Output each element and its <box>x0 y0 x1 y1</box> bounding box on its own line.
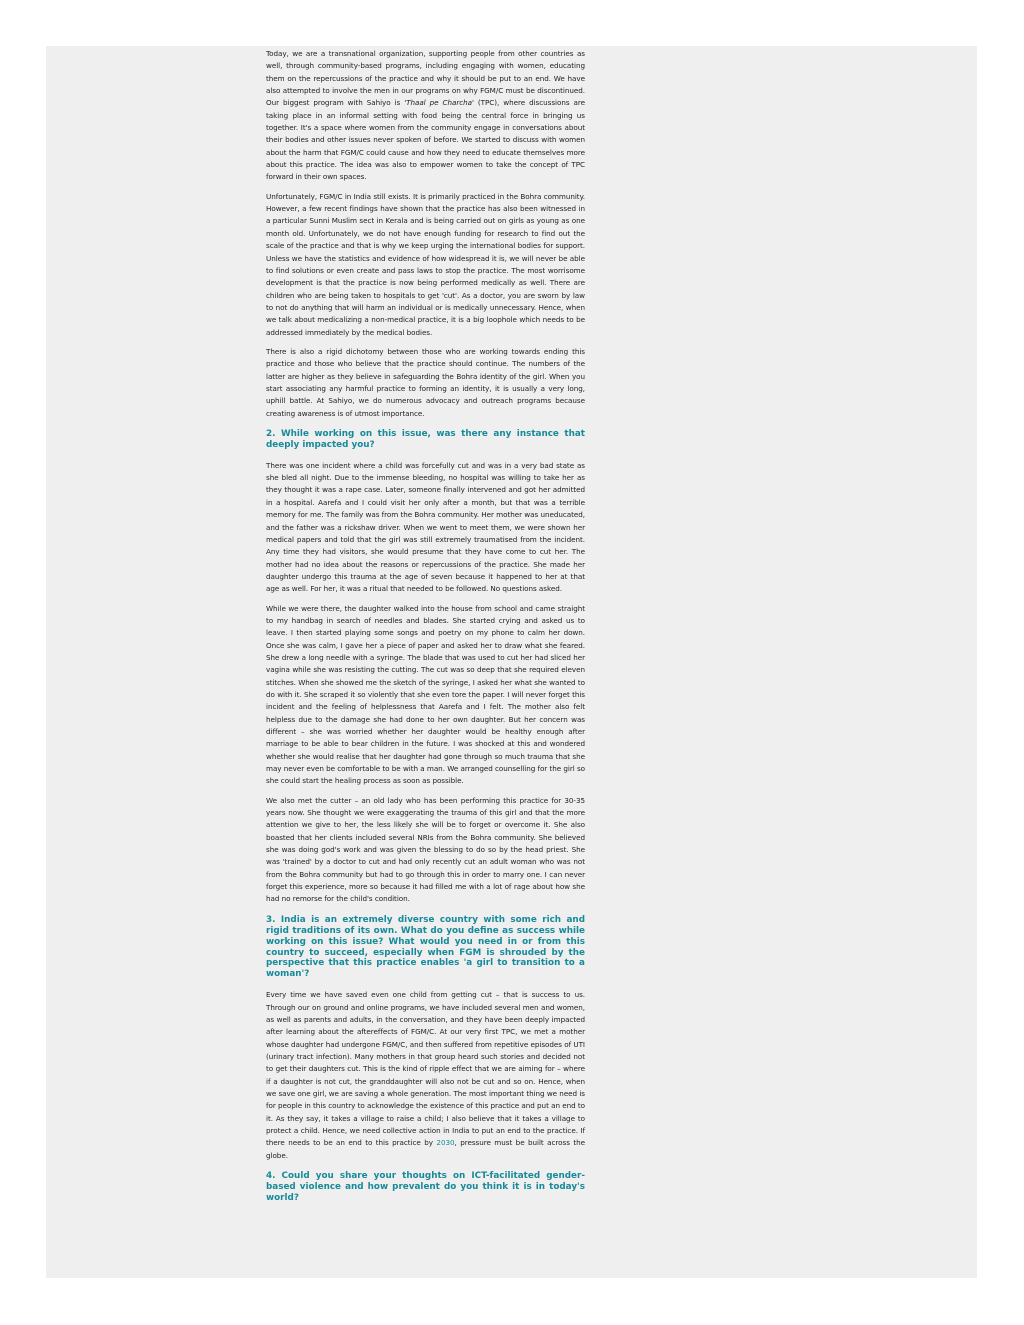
article-column <box>266 48 585 1213</box>
paragraph-transnational-organization <box>266 48 585 184</box>
paragraph-incident: There was one incident where a child was forcefully cut and was in a very bad state as she bled all night. Due to the immense bleeding, no hospital was willing to take her as they thought it was a rape case. Later, someone finally intervened and got her admitted in a hospital. Aarefa and I could visit her only after a month, but that was a terrible memory for me. The family was from the Bohra community. Her mother was uneducated, and the father was a rickshaw driver. When we went to meet them, we were shown her medical papers and told that the girl was still extremely traumatised from the incident. Any time they had visitors, she would presume that they have come to cut her. The mother had no idea about the reasons or repercussions of the practice. She made her daughter undergo this trauma at the age of seven because it happened to her at that age as well. For her, it was a ritual that needed to be followed. No questions asked. <box>266 460 585 594</box>
paragraph-text: ' (TPC), where discussions are taking place in an informal setting with food being the central force in bringing us together. It's a space where women from the community engage in conversations about their bodies and other issues never spoken of before. We started to discuss with women about the harm that FGM/C could cause and how they need to educate themselves more about this practice. The idea was also to empower women to take the concept of TPC forward in their own spaces. <box>266 98 585 182</box>
paragraph-text: , pressure must be built across the globe. <box>266 1138 585 1160</box>
paragraph-the-cutter: We also met the cutter – an old lady who has been performing this practice for 30-35 years now. She thought we were exaggerating the trauma of this girl and that the more attention we give to her, the less likely she will be to forget or overcome it. She also boasted that her clients included several NRIs from the Bohra community. She believed she was doing god's work and was given the blessing to do so by the head priest. She was 'trained' by a doctor to cut and had only recently cut an adult woman who was not from the Bohra community but had to go through this in order to marry one. I can never forget this experience, more so because it had filled me with a lot of rage about how she had no remorse for the child's condition. <box>266 795 585 904</box>
paragraph-text: Today, we are a transnational organization, supporting people from other countries as well, through community-based programs, including engaging with women, educating them on the repercussions of the practice and why it should be put to an end. We have also attempted to involve the men in our programs on why FGM/C must be discontinued. Our biggest program with Sahiyo is ' <box>266 49 585 108</box>
paragraph-fgm-in-india: Unfortunately, FGM/C in India still exists. It is primarily practiced in the Bohra community. However, a few recent findings have shown that the practice has also been witnessed in a particular Sunni Muslim sect in Kerala and is being carried out on girls as young as one month old. Unfortunately, we do not have enough funding for research to find out the scale of the practice and that is why we keep urging the international bodies for support. Unless we have the statistics and evidence of how widespread it is, we will never be able to find solutions or even create and pass laws to stop the practice. The most worrisome development is that the practice is now being performed medically as well. There are children who are being taken to hospitals to get 'cut'. As a doctor, you are sworn by law to not do anything that will harm an individual or is medically unnecessary. Hence, when we talk about medicalizing a non-medical practice, it is a big loophole which needs to be addressed immediately by the medical bodies. <box>266 191 585 337</box>
paragraph-text: Every time we have saved even one child from getting cut – that is success to us. Through our on ground and online programs, we have included several men and women, as well as parents and adults, in the conversation, and they have been deeply impacted after learning about the aftereffects of FGM/C. At our very first TPC, we met a mother whose daughter had undergone FGM/C, and then suffered from repetitive episodes of UTI (urinary tract infection). Many mothers in that group heard such stories and decided not to get their daughters cut. This is the kind of ripple effect that we are aiming for – where if a daughter is not cut, the granddaughter will also not be cut and so on. Hence, when we save one girl, we are saving a whole generation. The most important thing we need is for people in this country to acknowledge the existence of this practice and put an end to it. As they say, it takes a village to raise a child; I also believe that it takes a village to protect a child. Hence, we need collective action in India to put an end to the practice. If there needs to be an end to this practice by <box>266 990 585 1148</box>
link-2030[interactable]: 2030 <box>436 1138 455 1148</box>
paragraph-rigid-dichotomy: There is also a rigid dichotomy between those who are working towards ending this practice and those who believe that the practice should continue. The numbers of the latter are higher as they believe in safeguarding the Bohra identity of the girl. When you start associating any harmful practice to forming an identity, it is usually a very long, uphill battle. At Sahiyo, we do numerous advocacy and outreach programs because creating awareness is of utmost importance. <box>266 346 585 418</box>
program-name: Thaal pe Charcha <box>406 98 472 108</box>
question-heading-4: 4. Could you share your thoughts on ICT-facilitated gender-based violence and how prevalent do you think it is in today's world? <box>266 1171 585 1203</box>
paragraph-daughter-drawing: While we were there, the daughter walked into the house from school and came straight to my handbag in search of needles and blades. She started crying and asked us to leave. I then started playing some songs and poetry on my phone to calm her down. Once she was calm, I gave her a piece of paper and asked her to draw what she feared. She drew a long needle with a syringe. The blade that was used to cut her had sliced her vagina while she was resisting the cutting. The cut was so deep that she required eleven stitches. When she showed me the sketch of the syringe, I asked her what she wanted to do with it. She scraped it so violently that she even tore the paper. I will never forget this incident and the feeling of helplessness that Aarefa and I felt. The mother also felt helpless due to the damage she had done to her own daughter. But her concern was different – she was worried whether her daughter would be healthy enough after marriage to be able to bear children in the future. I was shocked at this and wondered whether she would realise that her daughter had gone through so much trauma that she may never even be comfortable to be with a man. We arranged counselling for the girl so she could start the healing process as soon as possible. <box>266 603 585 786</box>
question-heading-3: 3. India is an extremely diverse country with some rich and rigid traditions of its own. What do you define as success while working on this issue? What would you need in or from this country to succeed, especially when FGM is shrouded by the perspective that this practice enables 'a girl to transition to a woman'? <box>266 914 585 980</box>
paragraph-success <box>266 989 585 1162</box>
page-panel <box>46 46 977 1278</box>
question-heading-2: 2. While working on this issue, was there any instance that deeply impacted you? <box>266 428 585 450</box>
